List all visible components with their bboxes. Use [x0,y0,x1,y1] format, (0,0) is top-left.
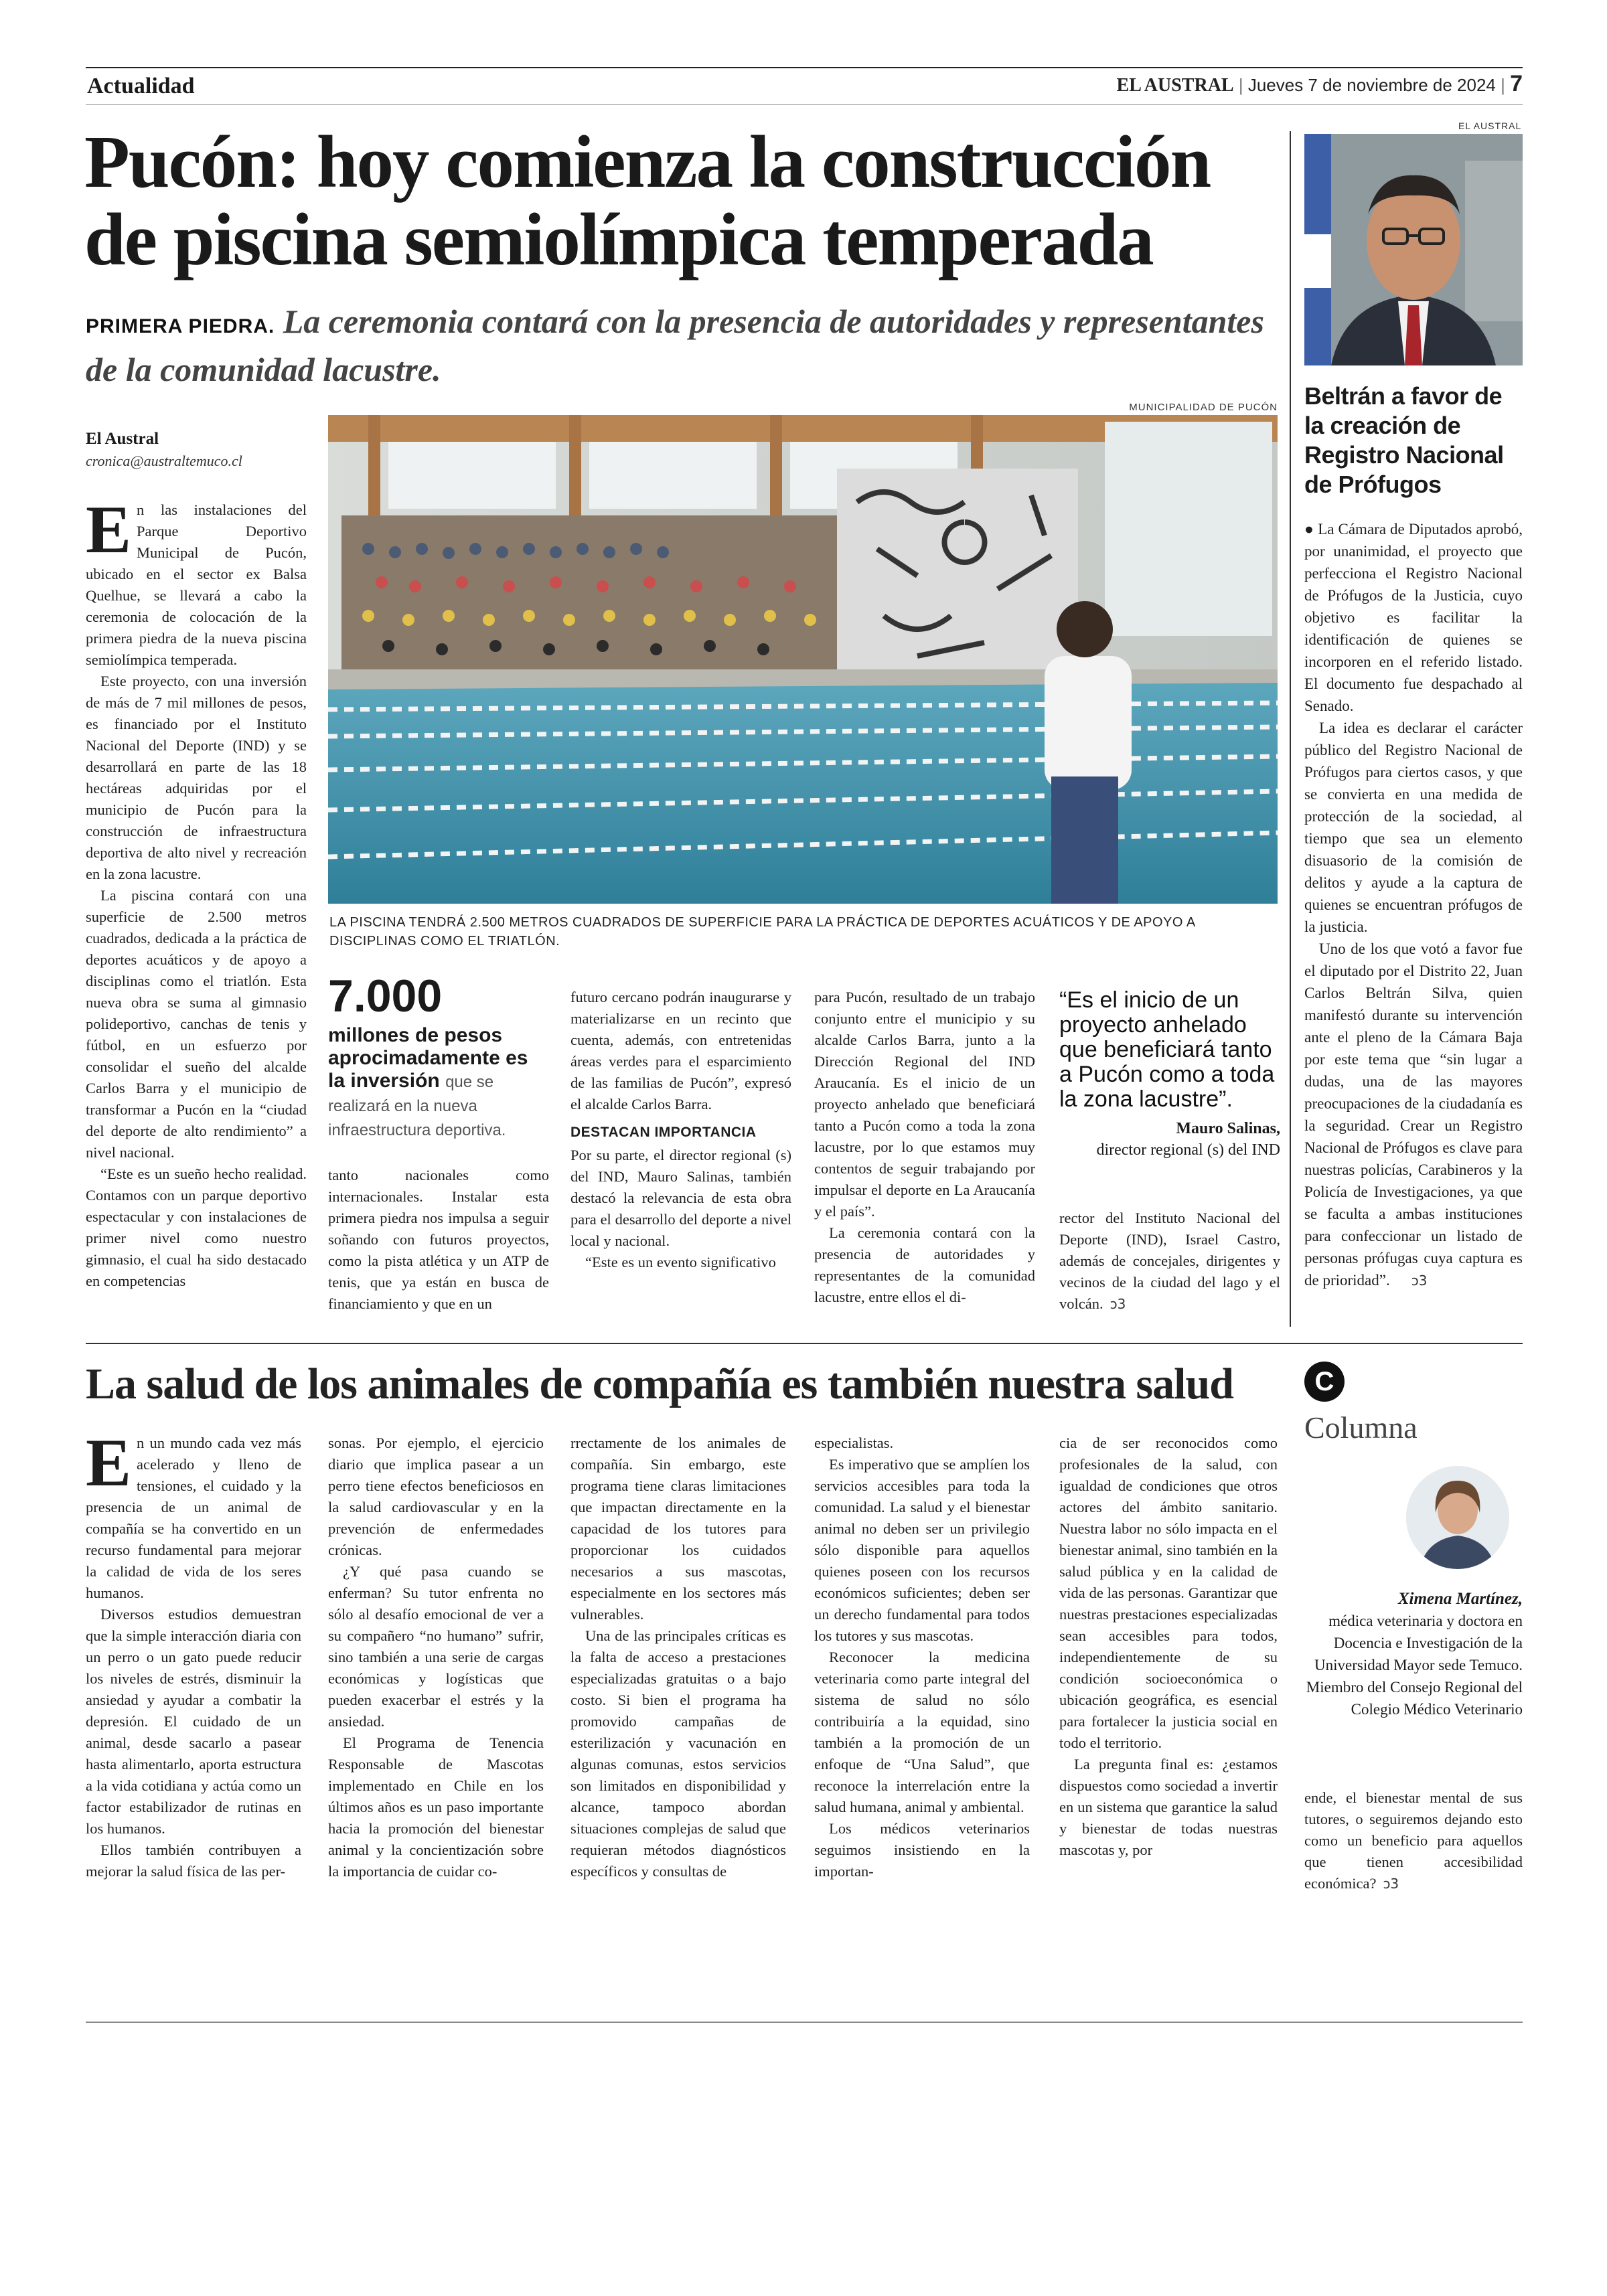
pull-quote-attribution [1059,1118,1280,1161]
sidebar-p2: La idea es declarar el carácter público del Registro Nacional de Prófugos para ciertos casos, y que se convierta en una medida de protección de la sociedad, al tiempo que sea un elemento disuasorio de la comisión de delitos y ayude a la captura de quienes se encuentran prófugos de la justicia. [1304,720,1523,935]
masthead: EL AUSTRAL | Jueves 7 de noviembre de 2024 | 7 [1116,71,1523,96]
article1-column-5 [1059,1208,1280,1315]
article2-column-4 [814,1432,1030,1882]
page-bottom-rule [86,2022,1523,2023]
article1-col5-p1: rector del Instituto Nacional del Deporte (IND), Israel Castro, además de concejales, dirigentes y vecinos de la ciudad del lago y el volcán. ↄ3 [1059,1208,1280,1315]
dropcap: E [86,492,132,568]
end-mark-icon: ↄ3 [1383,1876,1399,1892]
article2-col2-p1: sonas. Por ejemplo, el ejercicio diario que implica pasear a un perro tiene efectos beneficiosos en la salud cardiovascular y en la prevención de enfermedades crónicas. [328,1434,544,1558]
article1-col2-p1: tanto nacionales como internacionales. Instalar esta primera piedra nos impulsa a seguir soñando con futuros proyectos, como la pista atlética y un ATP de tenis, que ya están en busca de financiamiento y que en un [328,1167,549,1312]
column-headline: La salud de los animales de compañía es también nuestra salud [86,1360,1233,1408]
article2-column-5 [1059,1432,1278,1861]
pool-photo-illustration [328,415,1278,904]
author-name: Ximena Martínez, [1397,1590,1523,1608]
article2-col4-p4: Los médicos veterinarios seguimos insistiendo en la importan- [814,1820,1030,1880]
stat-light-text: que se realizará en la nueva infraestructura deportiva. [328,1073,506,1139]
article-deck-text: La ceremonia contará con la presencia de autoridades y representantes de la comunidad lacustre. [86,303,1264,388]
dropcap: E [86,1425,132,1501]
section-divider [86,1343,1523,1344]
article1-col1-p3: La piscina contará con una superficie de 2.500 metros cuadrados, dedicada a la práctica de deportes acuáticos y de apoyo a disciplinas como el triatlón. Esta nueva obra se suma al gimnasio polideportivo, canchas de tenis y fútbol, en un esfuerzo por consolidar el sueño del alcalde Carlos Barra y el municipio de transformar a Pucón en la “ciudad del deporte de alto rendimiento” a nivel nacional. [86,887,307,1161]
sidebar-body [1304,518,1523,1292]
article2-column-1 [86,1425,301,1882]
sidebar-p1: ● La Cámara de Diputados aprobó, por unanimidad, el proyecto que perfecciona el Registro Nacional de Prófugos de la Justicia, cuyo objetivo es facilitar la identificación de quienes se incorporen en el referido listado. El documento fue despachado al Senado. [1304,521,1523,714]
end-mark-icon: ↄ3 [1109,1296,1126,1312]
article1-column-1 [86,492,307,1292]
column-label: Columna [1304,1410,1418,1445]
stat-description [328,1024,549,1142]
article1-col1-p4: “Este es un sueño hecho realidad. Contamos con un parque deportivo espectacular y con instalaciones de primer nivel como nuestro gimnasio, el cual ha sido destacado en competencias [86,1165,307,1289]
subhead-destacan: DESTACAN IMPORTANCIA [570,1125,757,1140]
masthead-brand: EL AUSTRAL [1116,75,1234,96]
article2-col3-p1: rrectamente de los animales de compañía. Sin embargo, este programa tiene claras limitaciones que impactan directamente en la capacidad de los tutores para proporcionar los cuidados necesarios a sus mascotas, especialmente en los sectores más vulnerables. [570,1434,786,1623]
article2-col6-p1: ende, el bienestar mental de sus tutores, o seguiremos dejando esto como un beneficio para aquellos que tienen accesibilidad económica? ↄ3 [1304,1787,1523,1894]
article-deck [86,300,1291,391]
article2-col2-p3: El Programa de Tenencia Responsable de Mascotas implementado en Chile en los últimos años es un paso importante hacia la promoción del bienestar animal y la concientización sobre la importancia de cuidar co- [328,1734,544,1880]
sidebar-divider [1290,131,1291,1327]
pull-quote: “Es el inicio de un proyecto anhelado que beneficiará tanto a Pucón como a toda la zona lacustre”. [1059,987,1275,1112]
article1-col4-p1: para Pucón, resultado de un trabajo conjunto entre el municipio y su alcalde Carlos Barra, junto a la Dirección Regional del IND Araucanía. Es el inicio de un proyecto anhelado que beneficiará tanto a Pucón como a toda la zona lacustre, por lo que estamos muy contentos de seguir trabajando por impulsar el deporte en La Araucanía y el país”. [814,989,1035,1220]
author-bio [1304,1588,1523,1720]
article2-col1-p2: Diversos estudios demuestran que la simple interacción diaria con un perro o un gato puede reducir los niveles de estrés, disminuir la ansiedad y ayudar a combatir la depresión. El cuidado de un animal, desde sacarlo a pasear hasta alimentarlo, aporta estructura a la vida cotidiana y actúa como un factor estabilizador de rutinas en los humanos. [86,1606,301,1837]
pull-quote-role: director regional (s) del IND [1096,1141,1280,1159]
article1-col3-p2: Por su parte, el director regional (s) del IND, Mauro Salinas, también destacó la relevancia de esta obra para el desarrollo del deporte a nivel local y nacional. [570,1147,791,1249]
author-avatar [1406,1466,1509,1569]
sidebar-headline: Beltrán a favor de la creación de Registro Nacional de Prófugos [1304,382,1504,498]
section-label: Actualidad [87,74,195,98]
stat-bold-text: millones de pesos aprocimadamente es la inversión [328,1024,528,1092]
sidebar-photo-credit: EL AUSTRAL [1458,120,1522,131]
article2-col1-p1: En un mundo cada vez más acelerado y lleno de tensiones, el cuidado y la presencia de un animal de compañía se ha convertido en un recurso fundamental para mejorar la calidad de vida de los seres humanos. [86,1425,301,1601]
article1-col3-p1: futuro cercano podrán inaugurarse y materializarse en un recinto que cuenta, además, con entretenidas áreas verdes para el esparcimiento de las familias de Pucón”, expresó el alcalde Carlos Barra. [570,989,791,1113]
article2-col3-p2: Una de las principales críticas es la falta de acceso a prestaciones especializadas gratuitas o a bajo costo. Si bien el programa ha promovido campañas de esterilización y vacunación en algunas comunas, estos servicios son limitados en disponibilidad y alcance, tampoco abordan situaciones complejas de salud que requieran métodos diagnósticos específicos y consultas de [570,1627,786,1880]
avatar-illustration [1406,1466,1509,1569]
article2-col5-p2: La pregunta final es: ¿estamos dispuestos como sociedad a invertir en un sistema que garantice la salud y bienestar de todas nuestras mascotas y, por [1059,1756,1278,1858]
pull-quote-name: Mauro Salinas, [1176,1120,1280,1137]
photo-credit: MUNICIPALIDAD DE PUCÓN [1129,402,1278,413]
article2-col5-p1: cia de ser reconocidos como profesionales de la salud, con igualdad de condiciones que otros actores del ámbito sanitario. Nuestra labor no sólo impacta en el bienestar animal, sino también en la salud pública y en la calidad de vida de las personas. Garantizar que nuestras prestaciones especializadas sean accesibles para todos, independientemente de su condición socioeconómica o ubicación geográfica, es esencial para fortalecer la justicia social en todo el territorio. [1059,1434,1278,1751]
stat-number: 7.000 [328,971,443,1021]
author-description: médica veterinaria y doctora en Docencia e Investigación de la Universidad Mayor sede Temuco. Miembro del Consejo Regional del Colegio Médico Veterinario [1306,1613,1523,1718]
article2-column-3 [570,1432,786,1882]
article1-col1-p2: Este proyecto, con una inversión de más de 7 mil millones de pesos, es financiado por el Instituto Nacional del Deporte (IND) y se desarrollará en parte de las 18 hectáreas adquiridas por el municipio de Pucón para la construcción de infraestructura deportiva de alto nivel y recreación en la zona lacustre. [86,673,307,882]
page-number: 7 [1510,71,1523,96]
byline-author: El Austral [86,430,159,448]
column-badge-icon: C [1304,1362,1345,1402]
article-headline: Pucón: hoy comienza la construcción de piscina semiolímpica temperada [84,121,1211,281]
article1-col4-p2: La ceremonia contará con la presencia de autoridades y representantes de la comunidad lacustre, entre ellos el di- [814,1224,1035,1305]
article2-col2-p2: ¿Y qué pasa cuando se enferman? Su tutor enfrenta no sólo al desafío emocional de ver a su compañero “no humano” sufrir, sino también a una serie de cargas económicas y logísticas que pueden exacerbar el estrés y la ansiedad. [328,1563,544,1730]
header-bottom-rule [86,104,1523,105]
article2-col4-p2: Es imperativo que se amplíen los servicios accesibles para toda la comunidad. La salud y el bienestar animal no deben ser un privilegio sólo disponible para aquellos quienes poseen con los recursos económicos suficientes; deben ser un derecho fundamental para todos los tutores y sus mascotas. [814,1456,1030,1644]
article2-col4-p1: especialistas. [814,1434,894,1451]
article1-column-4 [814,987,1035,1308]
article1-column-2 [328,1165,549,1315]
masthead-date: Jueves 7 de noviembre de 2024 [1247,75,1496,95]
sidebar-portrait [1304,134,1523,365]
article1-col3-p3: “Este es un evento significativo [585,1254,776,1270]
article1-col1-p1: En las instalaciones del Parque Deportivo Municipal de Pucón, ubicado en el sector ex Balsa Quelhue, se llevará a cabo la ceremonia de colocación de la primera piedra de la nueva piscina semiolímpica temperada. [86,492,307,668]
byline-email[interactable]: cronica@australtemuco.cl [86,453,242,469]
photo-caption: LA PISCINA TENDRÁ 2.500 METROS CUADRADOS DE SUPERFICIE PARA LA PRÁCTICA DE DEPORTES ACUÁTICOS Y DE APOYO A DISCIPLINAS COMO EL TRIATLÓN. [329,915,1195,949]
article1-column-3 [570,987,791,1273]
portrait-illustration [1304,134,1523,365]
bullet-icon: ● [1304,521,1314,538]
article2-col1-p3: Ellos también contribuyen a mejorar la salud física de las per- [86,1841,301,1880]
sidebar-p3: Uno de los que votó a favor fue el diputado por el Distrito 22, Juan Carlos Beltrán Silva, quien manifestó durante su intervención ante el pleno de la Cámara Baja por este tema que “sin lugar a dudas, una de las mayores preocupaciones de la ciudadanía es la seguridad. Crear un Registro Nacional de Prófugos es clave para nuestras policías, Carabineros y la Policía de Investigaciones, ya que se faculta a ambas instituciones para confeccionar un listado de personas prófugas cuya captura es de prioridad”. ↄ3 [1304,938,1523,1292]
article2-col4-p3: Reconocer la medicina veterinaria como parte integral del sistema de salud no sólo contribuiría a la equidad, sino también a la promoción de un enfoque de “Una Salud”, que reconoce la interrelación entre la salud humana, animal y ambiental. [814,1649,1030,1815]
pool-photo [328,415,1278,904]
article2-column-6 [1304,1787,1523,1894]
end-mark-icon: ↄ3 [1411,1273,1428,1289]
header-top-rule [86,67,1523,68]
article2-column-2 [328,1432,544,1882]
article-kicker: PRIMERA PIEDRA. [86,315,275,337]
